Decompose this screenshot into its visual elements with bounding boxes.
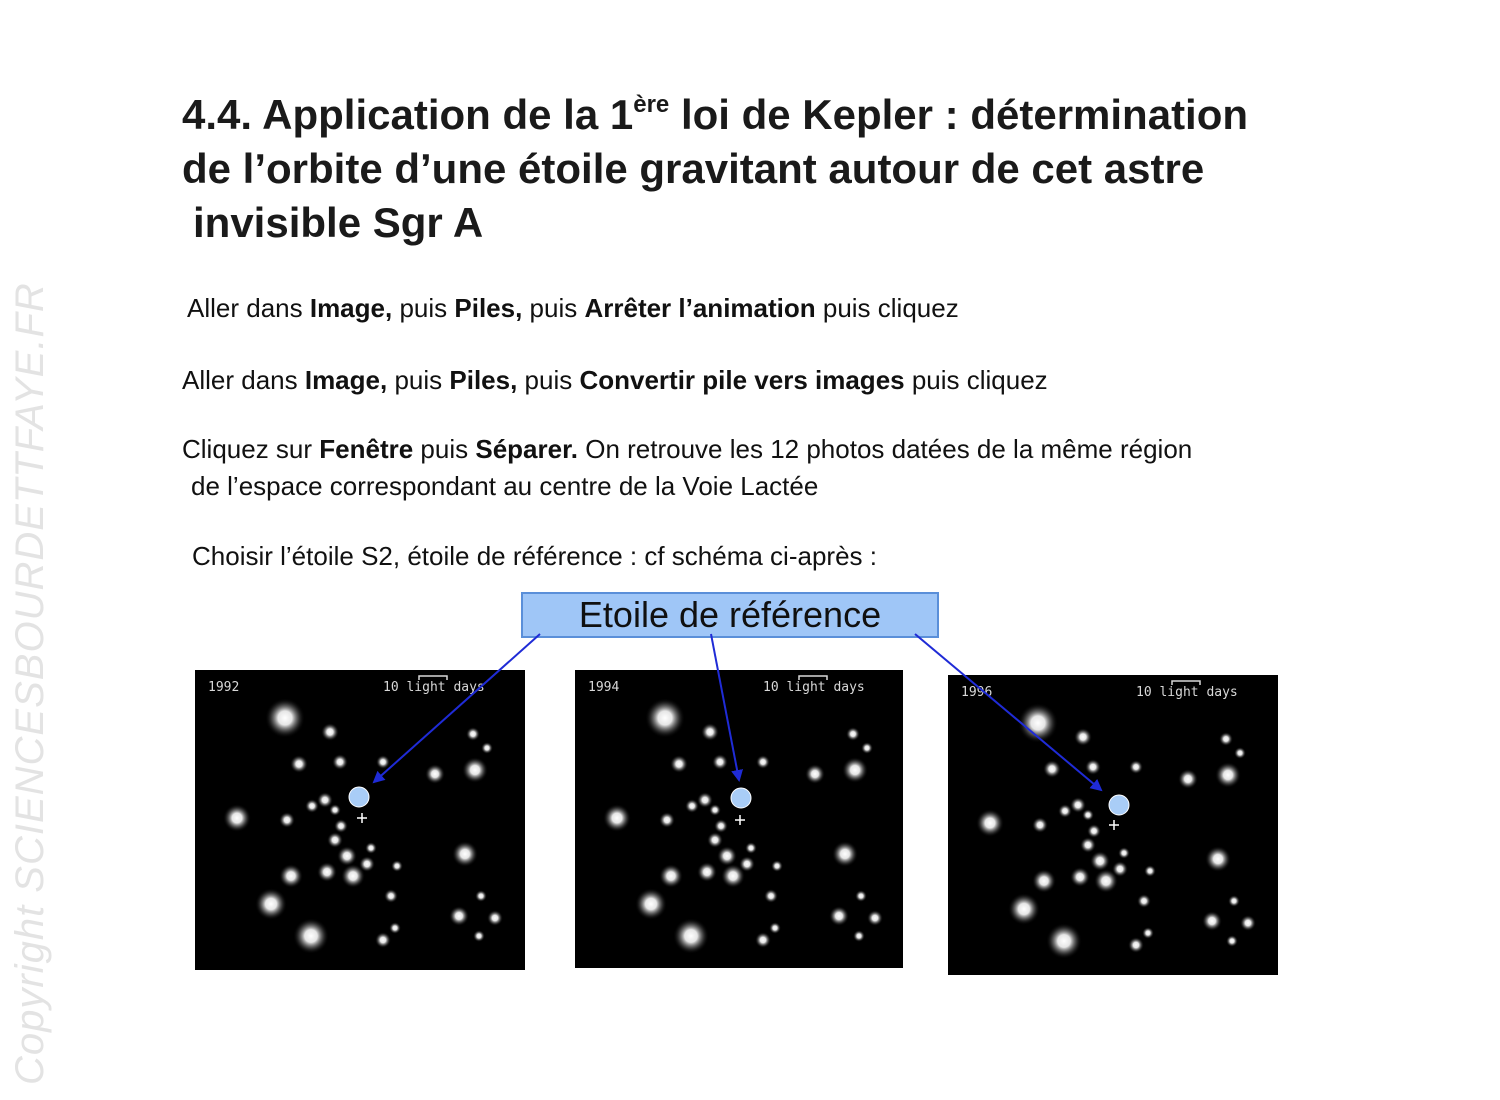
star bbox=[359, 856, 375, 872]
star bbox=[1178, 769, 1198, 789]
reference-star-callout: Etoile de référence bbox=[521, 592, 939, 638]
title-superscript: ère bbox=[633, 91, 670, 118]
star bbox=[701, 723, 719, 741]
star bbox=[475, 890, 487, 902]
star bbox=[466, 727, 480, 741]
star bbox=[1118, 847, 1130, 859]
instruction-text: puis bbox=[392, 293, 455, 323]
instruction-text: On retrouve les 12 photos datées de la même région bbox=[578, 434, 1193, 464]
star bbox=[1128, 937, 1144, 953]
star bbox=[332, 754, 348, 770]
star bbox=[707, 832, 723, 848]
star bbox=[697, 862, 717, 882]
instruction-text: puis bbox=[522, 293, 585, 323]
star bbox=[714, 819, 728, 833]
instruction-3-line-2: de l’espace correspondant au centre de la Voie Lactée bbox=[191, 471, 819, 501]
star bbox=[317, 792, 333, 808]
star bbox=[1080, 837, 1096, 853]
star bbox=[279, 864, 303, 888]
star bbox=[1226, 935, 1238, 947]
star bbox=[290, 755, 308, 773]
instruction-emphasis: Séparer. bbox=[475, 434, 578, 464]
instruction-text: puis bbox=[387, 365, 450, 395]
star bbox=[1137, 894, 1151, 908]
instruction-emphasis: Piles, bbox=[454, 293, 523, 323]
star bbox=[867, 910, 883, 926]
star bbox=[673, 918, 709, 954]
star bbox=[659, 864, 683, 888]
star bbox=[265, 698, 305, 738]
star bbox=[1043, 760, 1061, 778]
star bbox=[764, 889, 778, 903]
instruction-4: Choisir l’étoile S2, étoile de référence : cf schéma ci-après : bbox=[192, 541, 877, 571]
star bbox=[1058, 804, 1072, 818]
star bbox=[1142, 927, 1154, 939]
star bbox=[1215, 762, 1241, 788]
scale-label: 10 light days bbox=[383, 680, 485, 695]
instruction-emphasis: Image, bbox=[304, 365, 388, 395]
star bbox=[670, 755, 688, 773]
star bbox=[223, 804, 251, 832]
star bbox=[329, 804, 341, 816]
reference-star-marker bbox=[349, 787, 369, 807]
star-image-panel bbox=[575, 670, 903, 968]
star bbox=[709, 804, 721, 816]
instruction-emphasis: Piles, bbox=[449, 365, 518, 395]
star bbox=[1144, 865, 1156, 877]
star bbox=[635, 888, 667, 920]
star bbox=[603, 804, 631, 832]
title-line-3: invisible Sgr A bbox=[193, 199, 484, 246]
star bbox=[317, 862, 337, 882]
star bbox=[1032, 817, 1048, 833]
star bbox=[685, 799, 699, 813]
star bbox=[771, 860, 783, 872]
star bbox=[452, 841, 478, 867]
star bbox=[717, 846, 737, 866]
star bbox=[832, 841, 858, 867]
star bbox=[739, 856, 755, 872]
title-line-2: de l’orbite d’une étoile gravitant autour de cet astre bbox=[182, 145, 1205, 192]
star bbox=[712, 754, 728, 770]
star bbox=[375, 932, 391, 948]
star bbox=[1070, 867, 1090, 887]
star bbox=[1032, 869, 1056, 893]
star bbox=[976, 809, 1004, 837]
star bbox=[842, 757, 868, 783]
panel-year-label: 1992 bbox=[208, 680, 240, 695]
star bbox=[1082, 809, 1094, 821]
reference-star-marker bbox=[731, 788, 751, 808]
instruction-text: puis cliquez bbox=[904, 365, 1048, 395]
star bbox=[293, 918, 329, 954]
panel-year-label: 1994 bbox=[588, 680, 620, 695]
star bbox=[1087, 824, 1101, 838]
star bbox=[321, 723, 339, 741]
star bbox=[1085, 759, 1101, 775]
instruction-text: puis cliquez bbox=[815, 293, 959, 323]
instruction-emphasis: Fenêtre bbox=[319, 434, 414, 464]
star bbox=[376, 755, 390, 769]
star bbox=[391, 860, 403, 872]
star bbox=[255, 888, 287, 920]
star bbox=[756, 755, 770, 769]
star bbox=[425, 764, 445, 784]
star bbox=[473, 930, 485, 942]
star bbox=[1046, 923, 1082, 959]
star bbox=[1202, 911, 1222, 931]
copyright-watermark: Copyright SCIENCESBOURDETTFAYE.FR bbox=[8, 282, 52, 1085]
instruction-text: Aller dans bbox=[182, 365, 305, 395]
star bbox=[659, 812, 675, 828]
instruction-emphasis: Arrêter l’animation bbox=[584, 293, 816, 323]
star bbox=[1070, 797, 1086, 813]
star bbox=[769, 922, 781, 934]
star bbox=[1090, 851, 1110, 871]
star bbox=[1240, 915, 1256, 931]
star bbox=[853, 930, 865, 942]
star bbox=[846, 727, 860, 741]
star bbox=[449, 906, 469, 926]
star bbox=[1228, 895, 1240, 907]
instruction-emphasis: Image, bbox=[309, 293, 393, 323]
star bbox=[805, 764, 825, 784]
instruction-text: puis bbox=[517, 365, 580, 395]
star bbox=[1129, 760, 1143, 774]
instruction-text: Cliquez sur bbox=[182, 434, 320, 464]
star bbox=[1074, 728, 1092, 746]
star bbox=[745, 842, 757, 854]
star bbox=[755, 932, 771, 948]
panel-year-label: 1996 bbox=[961, 685, 993, 700]
star bbox=[855, 890, 867, 902]
star bbox=[1008, 893, 1040, 925]
star bbox=[861, 742, 873, 754]
star bbox=[645, 698, 685, 738]
star bbox=[334, 819, 348, 833]
scale-label: 10 light days bbox=[1136, 685, 1238, 700]
star bbox=[697, 792, 713, 808]
star bbox=[365, 842, 377, 854]
star bbox=[384, 889, 398, 903]
star bbox=[327, 832, 343, 848]
star-image-panel bbox=[948, 675, 1278, 975]
star bbox=[279, 812, 295, 828]
scale-label: 10 light days bbox=[763, 680, 865, 695]
star bbox=[1219, 732, 1233, 746]
star bbox=[829, 906, 849, 926]
title-text: 4.4. Application de la 1 bbox=[182, 91, 634, 138]
star bbox=[487, 910, 503, 926]
reference-star-marker bbox=[1109, 795, 1129, 815]
title-text: loi de Kepler : détermination bbox=[669, 91, 1249, 138]
star bbox=[462, 757, 488, 783]
star bbox=[1234, 747, 1246, 759]
star bbox=[305, 799, 319, 813]
instruction-emphasis: Convertir pile vers images bbox=[579, 365, 905, 395]
instruction-text: Aller dans bbox=[187, 293, 310, 323]
instruction-text: puis bbox=[413, 434, 476, 464]
star bbox=[481, 742, 493, 754]
star-image-panel bbox=[195, 670, 525, 970]
star bbox=[337, 846, 357, 866]
star bbox=[1205, 846, 1231, 872]
star bbox=[389, 922, 401, 934]
star bbox=[1112, 861, 1128, 877]
